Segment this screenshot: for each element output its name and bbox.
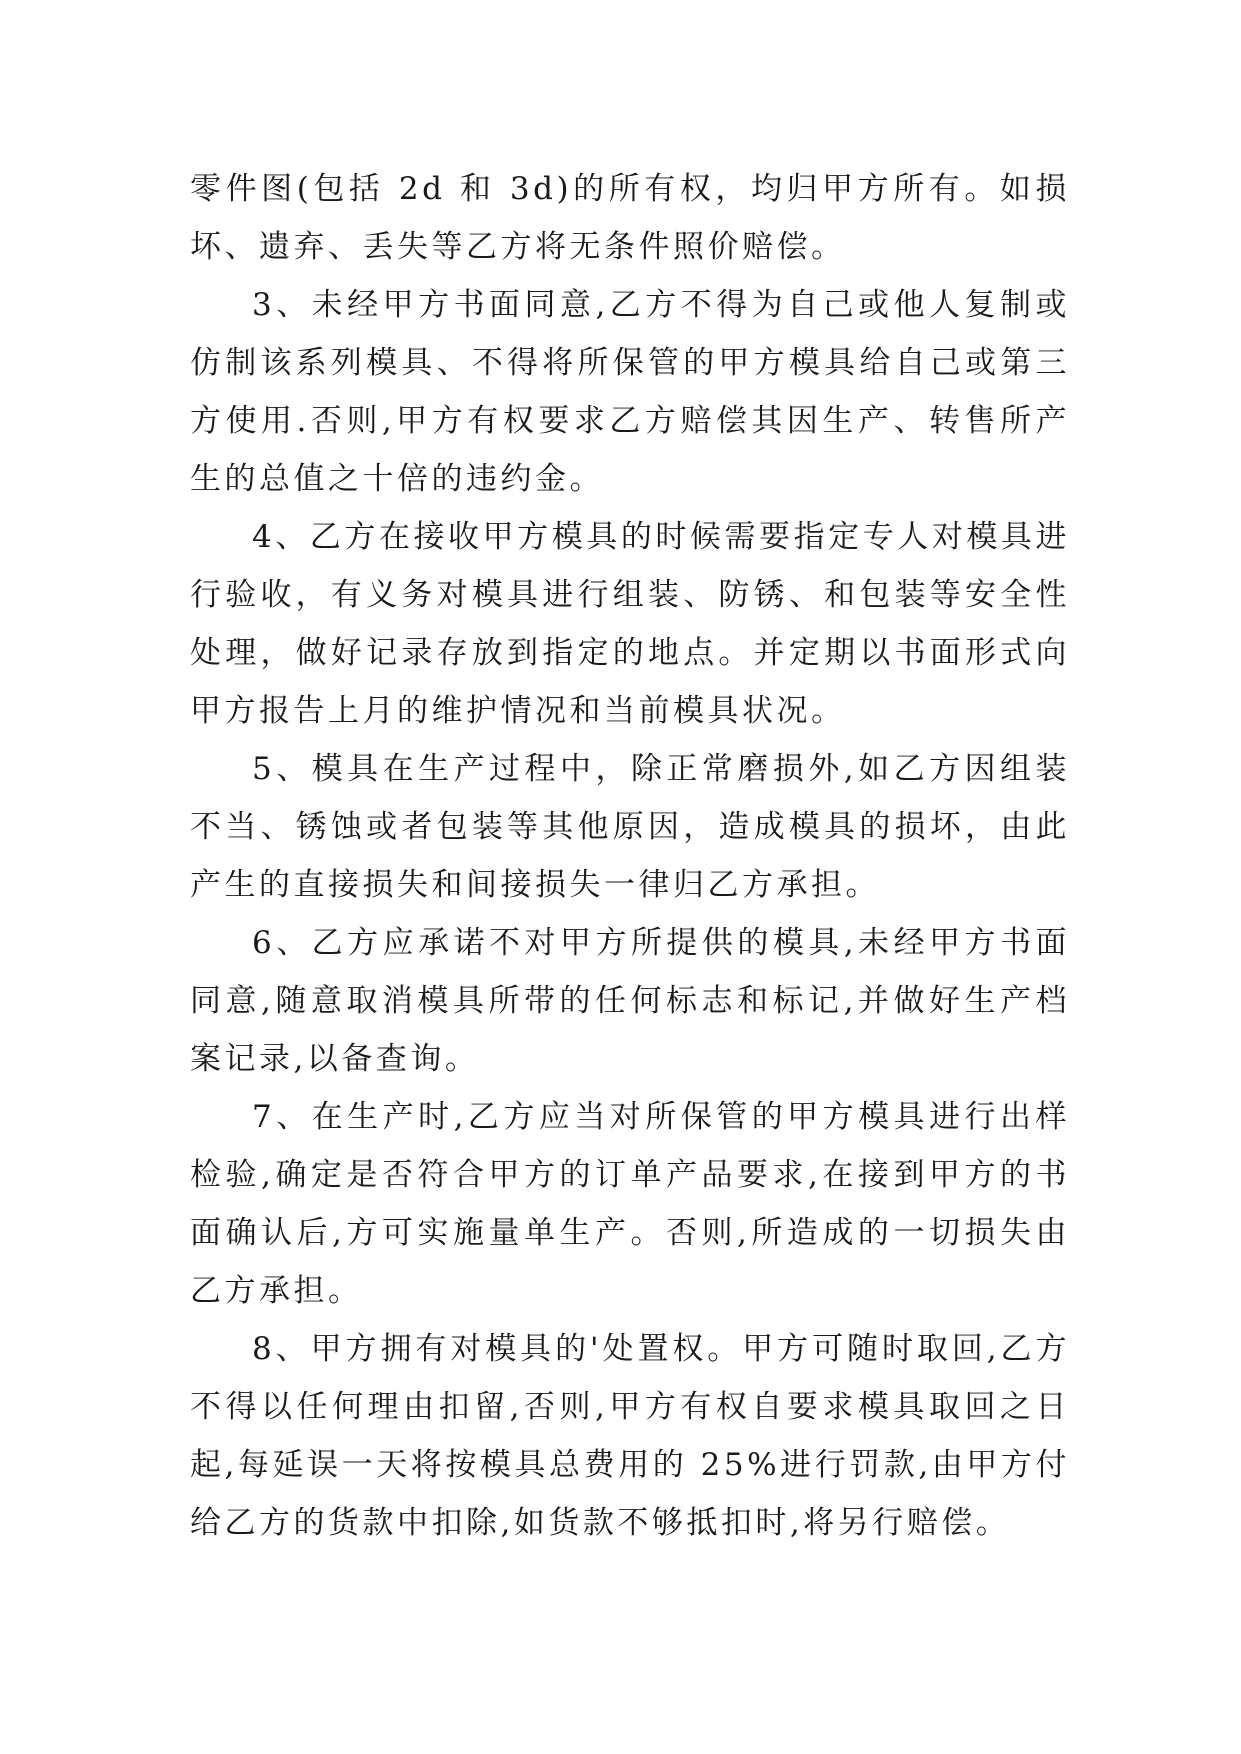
paragraph-clause-5: 5、模具在生产过程中，除正常磨损外,如乙方因组装不当、锈蚀或者包装等其他原因，造成模具的损坏，由此产生的直接损失和间接损失一律归乙方承担。 [190,751,1070,903]
document-body [190,160,1070,1552]
paragraph-clause-8: 8、甲方拥有对模具的'处置权。甲方可随时取回,乙方不得以任何理由扣留,否则,甲方有权自要求模具取回之日起,每延误一天将按模具总费用的 25%进行罚款,由甲方付给乙方的货款中扣除,如货款不够抵扣时,将另行赔偿。 [190,1331,1070,1541]
paragraph-clause-7: 7、在生产时,乙方应当对所保管的甲方模具进行出样检验,确定是否符合甲方的订单产品要求,在接到甲方的书面确认后,方可实施量单生产。否则,所造成的一切损失由乙方承担。 [190,1099,1070,1309]
paragraph-clause-4: 4、乙方在接收甲方模具的时候需要指定专人对模具进行验收，有义务对模具进行组装、防锈、和包装等安全性处理，做好记录存放到指定的地点。并定期以书面形式向甲方报告上月的维护情况和当前模具状况。 [190,519,1070,729]
paragraph-continuation: 零件图(包括 2d 和 3d)的所有权，均归甲方所有。如损坏、遗弃、丢失等乙方将无条件照价赔偿。 [190,171,1070,265]
paragraph-clause-3: 3、未经甲方书面同意,乙方不得为自己或他人复制或仿制该系列模具、不得将所保管的甲方模具给自己或第三方使用.否则,甲方有权要求乙方赔偿其因生产、转售所产生的总值之十倍的违约金。 [190,287,1070,497]
paragraph-clause-6: 6、乙方应承诺不对甲方所提供的模具,未经甲方书面同意,随意取消模具所带的任何标志和标记,并做好生产档案记录,以备查询。 [190,925,1070,1077]
